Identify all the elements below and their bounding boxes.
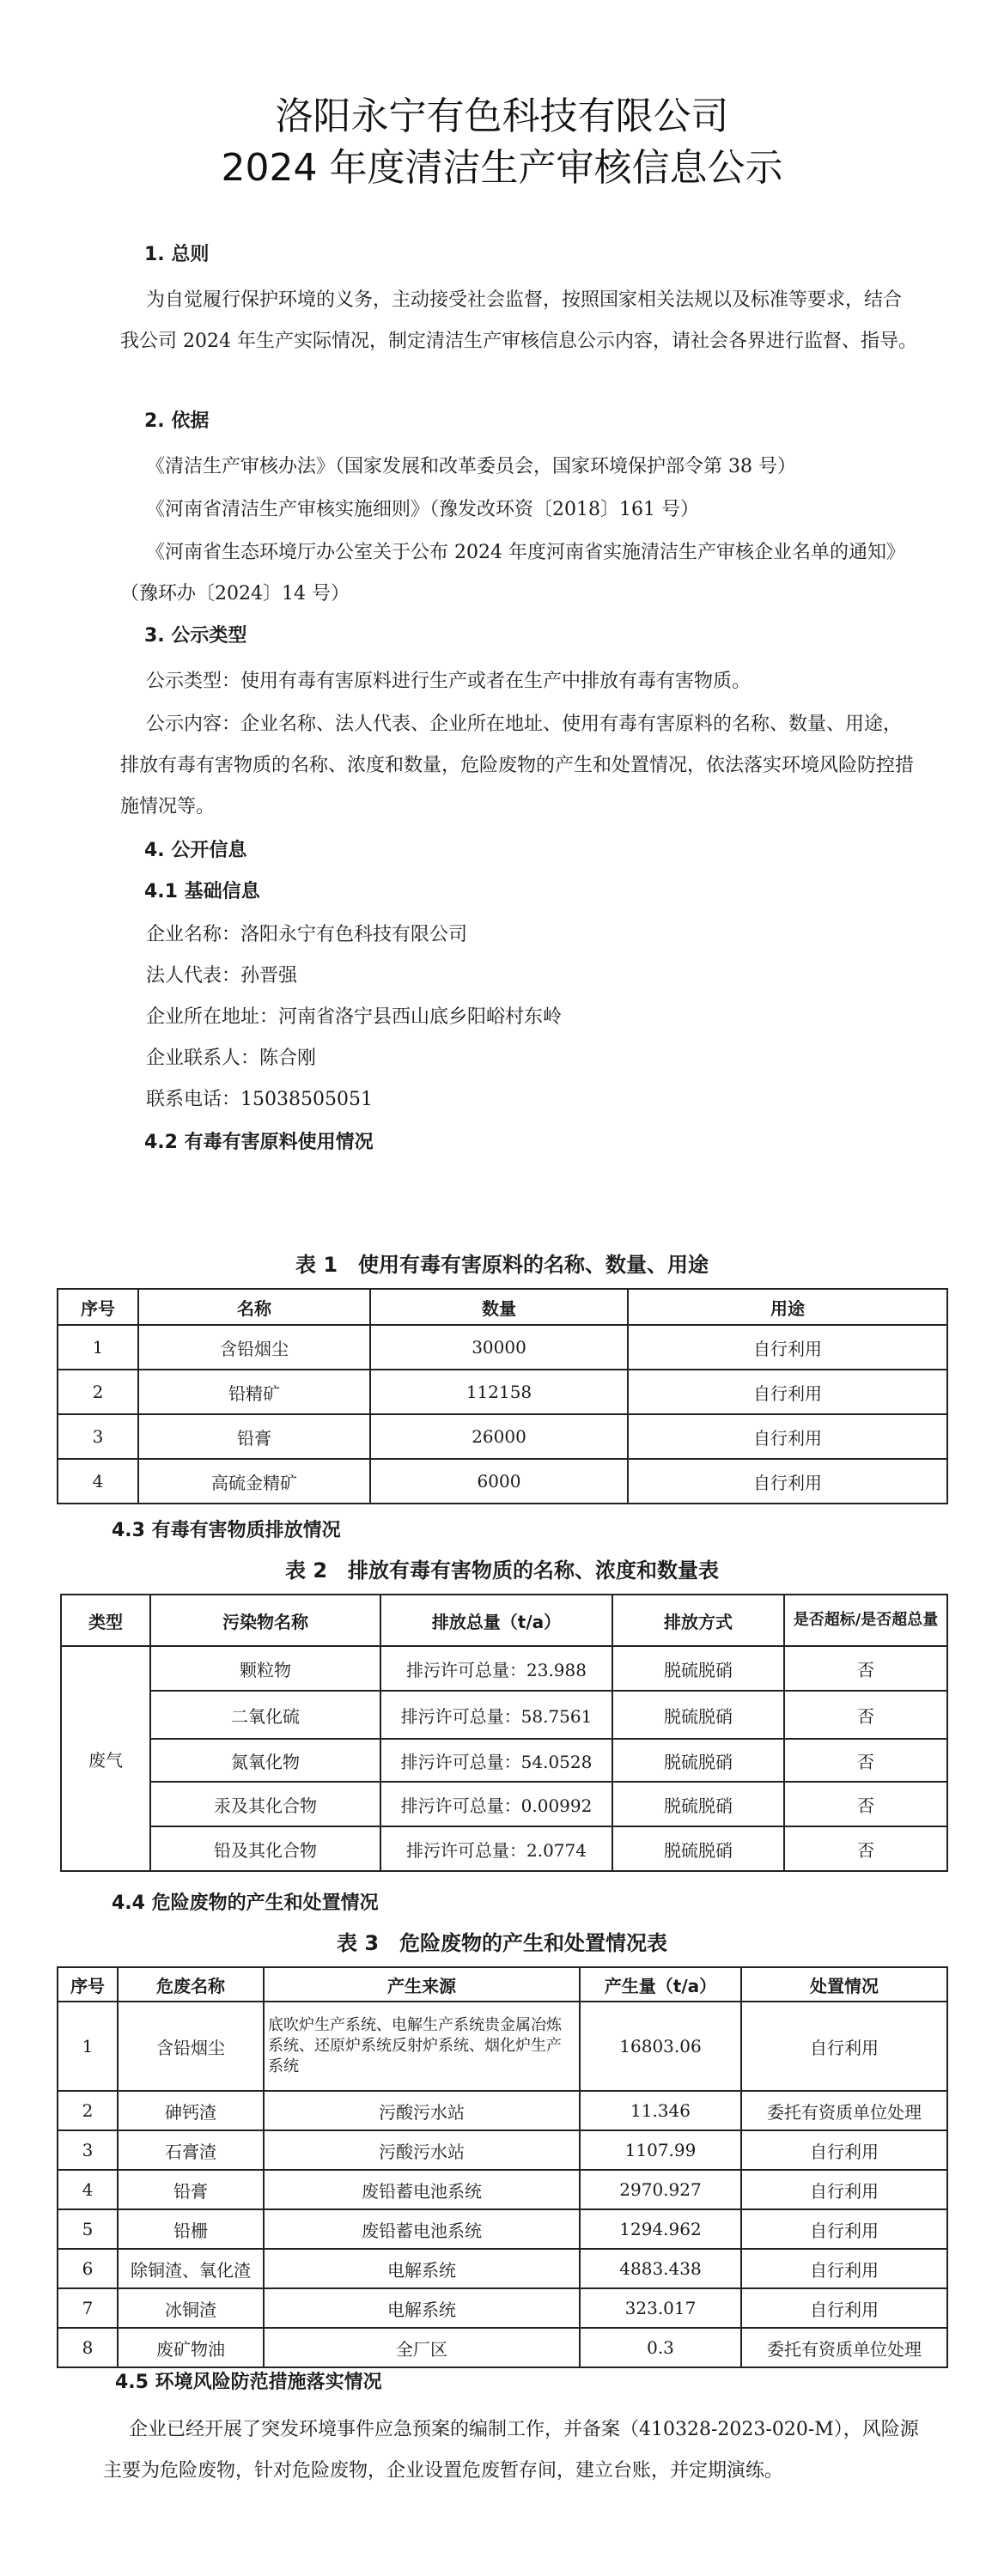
table-3-hazardous-waste xyxy=(57,1966,948,2368)
col-header-exceed: 是否超标/是否超总量 xyxy=(784,1595,947,1646)
cell-index: 5 xyxy=(58,2209,118,2249)
table-row xyxy=(61,1739,947,1782)
table-row xyxy=(61,1691,947,1739)
cell-source: 电解系统 xyxy=(264,2288,580,2328)
cell-amount: 323.017 xyxy=(580,2288,741,2328)
cell-waste-name: 铅膏 xyxy=(118,2170,264,2209)
table-row xyxy=(58,1459,947,1504)
cell-method: 脱硫脱硝 xyxy=(612,1739,784,1782)
col-header-source: 产生来源 xyxy=(264,1967,580,2002)
col-header-disposal: 处置情况 xyxy=(741,1967,947,2002)
cell-amount: 11.346 xyxy=(580,2091,741,2130)
cell-quantity: 30000 xyxy=(370,1325,628,1370)
cell-source: 污酸污水站 xyxy=(264,2130,580,2170)
cell-source: 污酸污水站 xyxy=(264,2091,580,2130)
table-row xyxy=(61,1782,947,1826)
cell-exceed: 否 xyxy=(784,1691,947,1739)
doc-title-company: 洛阳永宁有色科技有限公司 xyxy=(275,94,729,138)
cell-index: 6 xyxy=(58,2249,118,2288)
section-4-2-heading: 4.2 有毒有害原料使用情况 xyxy=(144,1132,374,1153)
basis-item-2: 《河南省清洁生产审核实施细则》（豫发改环资〔2018〕161 号） xyxy=(146,499,699,520)
cell-disposal: 自行利用 xyxy=(741,2249,947,2288)
table-row xyxy=(58,2249,947,2288)
col-header-index: 序号 xyxy=(58,1967,118,2002)
cell-source: 废铅蓄电池系统 xyxy=(264,2209,580,2249)
cell-amount: 16803.06 xyxy=(580,2002,741,2091)
cell-waste-name: 石膏渣 xyxy=(118,2130,264,2170)
cell-source: 废铅蓄电池系统 xyxy=(264,2170,580,2209)
table-row xyxy=(58,1414,947,1459)
risk-measures-body: 企业已经开展了突发环境事件应急预案的编制工作，并备案（410328-2023-020-M），风险源主要为危险废物，针对危险废物，企业设置危废暂存间，建立台账，并定期演练。 xyxy=(103,2419,919,2482)
cell-method: 脱硫脱硝 xyxy=(612,1782,784,1826)
cell-total: 排污许可总量：2.0774 xyxy=(380,1826,612,1871)
cell-exceed: 否 xyxy=(784,1826,947,1871)
cell-exceed: 否 xyxy=(784,1739,947,1782)
table-row xyxy=(58,2091,947,2130)
cell-method: 脱硫脱硝 xyxy=(612,1691,784,1739)
cell-index: 3 xyxy=(58,1414,138,1459)
col-header-index: 序号 xyxy=(58,1289,138,1325)
cell-total: 排污许可总量：58.7561 xyxy=(380,1691,612,1739)
cell-amount: 1107.99 xyxy=(580,2130,741,2170)
cell-index: 1 xyxy=(58,2002,118,2091)
section-4-1-heading: 4.1 基础信息 xyxy=(144,881,260,902)
cell-pollutant: 氮氧化物 xyxy=(150,1739,380,1782)
table-row xyxy=(58,2130,947,2170)
basis-item-1: 《清洁生产审核办法》（国家发展和改革委员会，国家环境保护部令第 38 号） xyxy=(146,456,796,477)
cell-disposal: 自行利用 xyxy=(741,2209,947,2249)
col-header-total-emission: 排放总量（t/a） xyxy=(380,1595,612,1646)
cell-disposal: 自行利用 xyxy=(741,2002,947,2091)
cell-disposal: 自行利用 xyxy=(741,2170,947,2209)
table-row xyxy=(58,2328,947,2367)
cell-method: 脱硫脱硝 xyxy=(612,1826,784,1871)
contact-phone: 联系电话：15038505051 xyxy=(146,1089,373,1110)
cell-use: 自行利用 xyxy=(628,1325,947,1370)
cell-pollutant: 颗粒物 xyxy=(150,1646,380,1691)
cell-use: 自行利用 xyxy=(628,1459,947,1504)
cell-amount: 0.3 xyxy=(580,2328,741,2367)
cell-amount: 2970.927 xyxy=(580,2170,741,2209)
cell-exceed: 否 xyxy=(784,1646,947,1691)
col-header-quantity: 数量 xyxy=(370,1289,628,1325)
col-header-emission-method: 排放方式 xyxy=(612,1595,784,1646)
col-header-pollutant: 污染物名称 xyxy=(150,1595,380,1646)
cell-method: 脱硫脱硝 xyxy=(612,1646,784,1691)
section-3-heading: 3. 公示类型 xyxy=(144,625,247,647)
table-header-row xyxy=(58,1967,947,2002)
table-row xyxy=(58,2002,947,2091)
basis-item-3: 《河南省生态环境厅办公室关于公布 2024 年度河南省实施清洁生产审核企业名单的通知》（豫环办〔2024〕14 号） xyxy=(120,542,905,605)
table-2-caption: 表 2 排放有毒有害物质的名称、浓度和数量表 xyxy=(284,1558,720,1583)
cell-source: 全厂区 xyxy=(264,2328,580,2367)
section-4-5-heading: 4.5 环境风险防范措施落实情况 xyxy=(115,2372,382,2393)
cell-source: 电解系统 xyxy=(264,2249,580,2288)
cell-total: 排污许可总量：0.00992 xyxy=(380,1782,612,1826)
cell-exceed: 否 xyxy=(784,1782,947,1826)
section-4-3-heading: 4.3 有毒有害物质排放情况 xyxy=(112,1520,341,1541)
cell-use: 自行利用 xyxy=(628,1414,947,1459)
cell-index: 2 xyxy=(58,1370,138,1414)
contact-person: 企业联系人：陈合刚 xyxy=(146,1048,317,1069)
col-header-type: 类型 xyxy=(61,1595,150,1646)
table-row xyxy=(61,1826,947,1871)
table-3-caption: 表 3 危险废物的产生和处置情况表 xyxy=(336,1931,668,1955)
cell-pollutant: 铅及其化合物 xyxy=(150,1826,380,1871)
disclosure-content: 公示内容：企业名称、法人代表、企业所在地址、使用有毒有害原料的名称、数量、用途，排放有毒有害物质的名称、浓度和数量，危险废物的产生和处置情况，依法落实环境风险防控措施情况等。 xyxy=(120,714,915,817)
cell-disposal: 自行利用 xyxy=(741,2130,947,2170)
table-row xyxy=(58,2170,947,2209)
col-header-name: 名称 xyxy=(138,1289,370,1325)
cell-index: 1 xyxy=(58,1325,138,1370)
cell-waste-name: 废矿物油 xyxy=(118,2328,264,2367)
cell-source: 底吹炉生产系统、电解生产系统贵金属冶炼系统、还原炉系统反射炉系统、烟化炉生产系统 xyxy=(264,2002,580,2091)
section-4-4-heading: 4.4 危险废物的产生和处置情况 xyxy=(112,1893,379,1914)
cell-name: 铅膏 xyxy=(138,1414,370,1459)
cell-waste-name: 铅栅 xyxy=(118,2209,264,2249)
cell-type-exhaust-gas: 废气 xyxy=(61,1646,150,1871)
table-row xyxy=(61,1646,947,1691)
cell-name: 高硫金精矿 xyxy=(138,1459,370,1504)
table-row xyxy=(58,2209,947,2249)
table-row xyxy=(58,1370,947,1414)
col-header-waste-name: 危废名称 xyxy=(118,1967,264,2002)
table-1-caption: 表 1 使用有毒有害原料的名称、数量、用途 xyxy=(295,1253,709,1277)
col-header-use: 用途 xyxy=(628,1289,947,1325)
cell-index: 3 xyxy=(58,2130,118,2170)
cell-pollutant: 二氧化硫 xyxy=(150,1691,380,1739)
disclosure-type: 公示类型：使用有毒有害原料进行生产或者在生产中排放有毒有害物质。 xyxy=(146,671,751,692)
cell-use: 自行利用 xyxy=(628,1370,947,1414)
cell-quantity: 112158 xyxy=(370,1370,628,1414)
col-header-amount: 产生量（t/a） xyxy=(580,1967,741,2002)
cell-index: 4 xyxy=(58,1459,138,1504)
cell-quantity: 26000 xyxy=(370,1414,628,1459)
company-name: 企业名称：洛阳永宁有色科技有限公司 xyxy=(146,924,468,945)
section-2-heading: 2. 依据 xyxy=(144,410,210,432)
company-address: 企业所在地址：河南省洛宁县西山底乡阳峪村东岭 xyxy=(146,1006,563,1028)
cell-total: 排污许可总量：23.988 xyxy=(380,1646,612,1691)
cell-amount: 4883.438 xyxy=(580,2249,741,2288)
section-1-body: 为自觉履行保护环境的义务，主动接受社会监督，按照国家相关法规以及标准等要求，结合我公司 2024 年生产实际情况，制定清洁生产审核信息公示内容，请社会各界进行监督、指导。 xyxy=(120,289,917,352)
cell-disposal: 自行利用 xyxy=(741,2288,947,2328)
cell-waste-name: 除铜渣、氧化渣 xyxy=(118,2249,264,2288)
legal-representative: 法人代表：孙晋强 xyxy=(146,965,298,987)
cell-waste-name: 含铅烟尘 xyxy=(118,2002,264,2091)
table-1-toxic-raw-materials xyxy=(57,1288,948,1504)
section-4-heading: 4. 公开信息 xyxy=(144,840,247,861)
table-row xyxy=(58,1325,947,1370)
cell-name: 含铅烟尘 xyxy=(138,1325,370,1370)
cell-amount: 1294.962 xyxy=(580,2209,741,2249)
table-row xyxy=(58,2288,947,2328)
cell-disposal: 委托有资质单位处理 xyxy=(741,2328,947,2367)
cell-index: 2 xyxy=(58,2091,118,2130)
cell-waste-name: 砷钙渣 xyxy=(118,2091,264,2130)
cell-index: 4 xyxy=(58,2170,118,2209)
cell-quantity: 6000 xyxy=(370,1459,628,1504)
table-header-row xyxy=(58,1289,947,1325)
table-header-row xyxy=(61,1595,947,1646)
section-1-heading: 1. 总则 xyxy=(144,244,210,265)
doc-title-subject: 2024 年度清洁生产审核信息公示 xyxy=(221,146,783,190)
cell-waste-name: 冰铜渣 xyxy=(118,2288,264,2328)
cell-name: 铅精矿 xyxy=(138,1370,370,1414)
table-2-toxic-emissions xyxy=(60,1594,948,1872)
cell-index: 7 xyxy=(58,2288,118,2328)
cell-index: 8 xyxy=(58,2328,118,2367)
cell-total: 排污许可总量：54.0528 xyxy=(380,1739,612,1782)
cell-disposal: 委托有资质单位处理 xyxy=(741,2091,947,2130)
cell-pollutant: 汞及其化合物 xyxy=(150,1782,380,1826)
